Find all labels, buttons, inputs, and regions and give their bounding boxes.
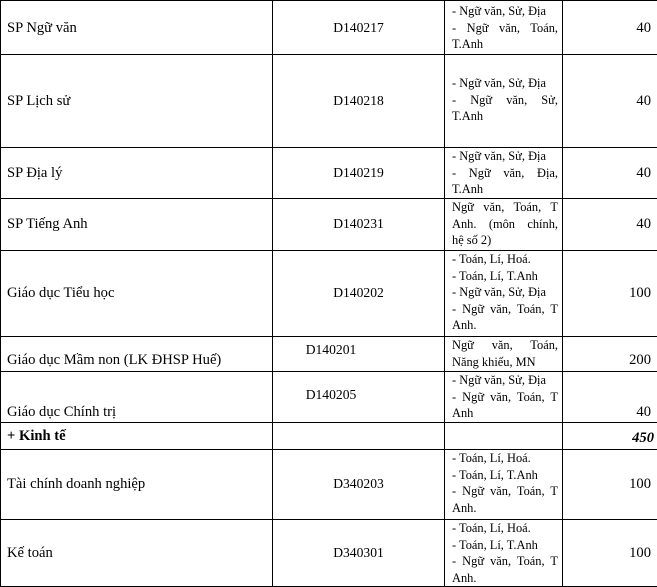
major-code: D140218 <box>273 92 444 110</box>
quota: 100 <box>629 475 651 493</box>
major-code-cell <box>273 450 445 520</box>
subject-line: T.Anh <box>452 108 558 125</box>
table-row <box>1 372 657 423</box>
table-row <box>1 148 657 199</box>
quota-cell <box>563 372 657 423</box>
major-code-cell <box>273 199 445 251</box>
subject-line: - Toán, Lí, Hoá. <box>452 450 558 467</box>
major-name: Tài chính doanh nghiệp <box>7 475 145 493</box>
section-name-cell <box>1 423 273 450</box>
quota: 100 <box>629 284 651 302</box>
quota-cell <box>563 337 657 372</box>
subject-line: - Ngữ văn, Toán, T <box>452 483 558 500</box>
subject-line: T.Anh <box>452 181 558 198</box>
major-code-cell <box>273 148 445 199</box>
quota-cell <box>563 148 657 199</box>
major-name-cell <box>1 55 273 148</box>
table-row <box>1 1 657 55</box>
major-name-cell <box>1 251 273 337</box>
major-name: Kế toán <box>7 544 53 562</box>
subject-line: - Toán, Lí, Hoá. <box>452 520 558 537</box>
quota: 200 <box>629 351 651 369</box>
major-name: Giáo dục Chính trị <box>7 403 116 421</box>
major-code: D140217 <box>273 19 444 37</box>
subject-line: T.Anh <box>452 36 558 53</box>
subject-combo-cell <box>445 199 563 251</box>
quota-cell <box>563 423 657 450</box>
major-code: D340203 <box>273 475 444 493</box>
table-row <box>1 337 657 372</box>
major-code: D140205 <box>273 386 418 404</box>
quota: 40 <box>636 19 651 37</box>
major-code: D140231 <box>273 215 444 233</box>
major-name-cell <box>1 148 273 199</box>
table-row <box>1 520 657 587</box>
major-code: D140202 <box>273 284 444 302</box>
major-name: Giáo dục Mầm non (LK ĐHSP Huế) <box>7 351 221 369</box>
quota-cell <box>563 1 657 55</box>
major-code-cell <box>273 251 445 337</box>
section-row <box>1 423 657 450</box>
subject-line: - Ngữ văn, Toán, T <box>452 389 558 406</box>
major-code-cell <box>273 337 445 372</box>
table-row <box>1 450 657 520</box>
major-code-cell <box>273 55 445 148</box>
subject-line: Anh <box>452 405 558 422</box>
major-name-cell <box>1 372 273 423</box>
major-name: SP Địa lý <box>7 164 62 182</box>
subject-combo-cell <box>445 55 563 148</box>
quota: 40 <box>636 215 651 233</box>
subject-line: - Ngữ văn, Sử, Địa <box>452 372 558 389</box>
section-quota: 450 <box>632 429 654 447</box>
major-name: Giáo dục Tiểu học <box>7 284 114 302</box>
subject-line: - Ngữ văn, Sử, Địa <box>452 148 558 165</box>
major-code: D340301 <box>273 544 444 562</box>
subject-line: - Toán, Lí, T.Anh <box>452 268 558 285</box>
major-name: SP Lịch sử <box>7 92 70 110</box>
quota: 40 <box>636 403 651 421</box>
subject-line: Ngữ văn, Toán, <box>452 337 558 354</box>
major-name: SP Ngữ văn <box>7 19 77 37</box>
subject-line: Anh. <box>452 570 558 587</box>
subject-line: - Ngữ văn, Địa, <box>452 165 558 182</box>
major-code-cell <box>273 520 445 587</box>
major-name-cell <box>1 450 273 520</box>
quota-cell <box>563 199 657 251</box>
subject-combo-cell <box>445 251 563 337</box>
quota-cell <box>563 55 657 148</box>
major-name-cell <box>1 1 273 55</box>
subject-line: Ngữ văn, Toán, T <box>452 199 558 216</box>
subject-combo-cell <box>445 520 563 587</box>
major-code: D140201 <box>273 341 418 359</box>
subject-line: - Ngữ văn, Sử, <box>452 92 558 109</box>
subject-line: - Toán, Lí, Hoá. <box>452 251 558 268</box>
subject-line: Anh. <box>452 317 558 334</box>
subject-combo-cell <box>445 1 563 55</box>
subject-line: hệ số 2) <box>452 232 558 249</box>
major-code-cell <box>273 372 445 423</box>
subject-line: - Ngữ văn, Toán, T <box>452 301 558 318</box>
major-code-cell <box>273 1 445 55</box>
subject-combo-cell <box>445 450 563 520</box>
subject-line: - Toán, Lí, T.Anh <box>452 537 558 554</box>
major-name-cell <box>1 337 273 372</box>
subject-combo-cell <box>445 148 563 199</box>
table-row <box>1 251 657 337</box>
empty-cell <box>273 423 445 450</box>
major-name-cell <box>1 520 273 587</box>
table-row <box>1 199 657 251</box>
subject-combo-cell <box>445 337 563 372</box>
subject-line: - Ngữ văn, Sử, Địa <box>452 284 558 301</box>
quota-cell <box>563 450 657 520</box>
empty-cell <box>445 423 563 450</box>
subject-line: - Ngữ văn, Sử, Địa <box>452 3 558 20</box>
quota-cell <box>563 251 657 337</box>
subject-line: - Ngữ văn, Sử, Địa <box>452 75 558 92</box>
subject-line: Anh. <box>452 500 558 517</box>
quota-cell <box>563 520 657 587</box>
subject-combo-cell <box>445 372 563 423</box>
quota: 40 <box>636 92 651 110</box>
section-title: + Kinh tế <box>7 427 66 445</box>
major-name: SP Tiếng Anh <box>7 215 88 233</box>
subject-line: Anh. (môn chính, <box>452 216 558 233</box>
subject-line: - Ngữ văn, Toán, <box>452 20 558 37</box>
subject-line: Năng khiếu, MN <box>452 354 558 371</box>
quota: 100 <box>629 544 651 562</box>
table-row <box>1 55 657 148</box>
quota: 40 <box>636 164 651 182</box>
subject-line: - Toán, Lí, T.Anh <box>452 467 558 484</box>
major-name-cell <box>1 199 273 251</box>
major-code: D140219 <box>273 164 444 182</box>
subject-line: - Ngữ văn, Toán, T <box>452 553 558 570</box>
